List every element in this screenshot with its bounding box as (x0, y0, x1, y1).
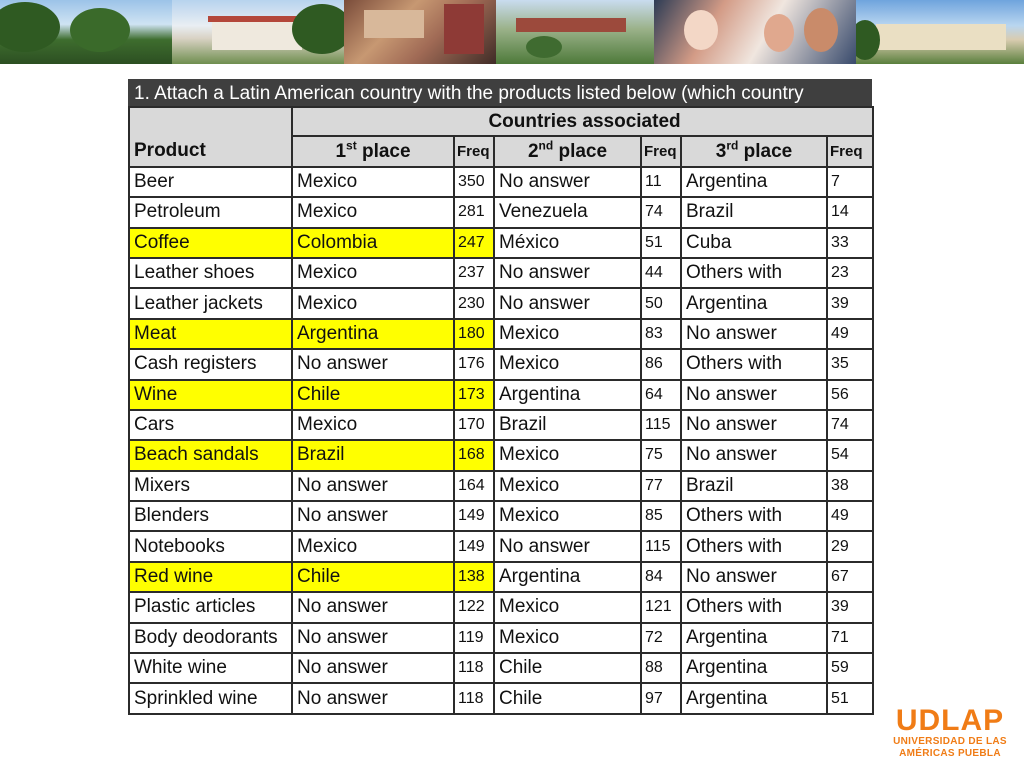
first-place-header: 1st place (292, 136, 454, 166)
product-header: Product (129, 136, 292, 166)
question-title: 1. Attach a Latin American country with the products listed below (which country (128, 79, 872, 106)
product-cell: Sprinkled wine (129, 683, 292, 713)
third-place-cell: Others with (681, 531, 827, 561)
third-freq-cell: 35 (827, 349, 873, 379)
first-freq-cell: 149 (454, 501, 494, 531)
table-row (129, 440, 873, 470)
product-cell: Leather jackets (129, 288, 292, 318)
second-place-cell: Argentina (494, 380, 641, 410)
third-freq-cell: 49 (827, 319, 873, 349)
campus-photo-building (172, 0, 344, 64)
first-place-cell: Mexico (292, 531, 454, 561)
third-place-cell: Others with (681, 349, 827, 379)
second-place-cell: Mexico (494, 623, 641, 653)
header-row-columns (129, 136, 873, 166)
third-freq-cell: 39 (827, 288, 873, 318)
third-place-cell: No answer (681, 440, 827, 470)
second-freq-cell: 77 (641, 471, 681, 501)
third-freq-cell: 23 (827, 258, 873, 288)
second-freq-cell: 50 (641, 288, 681, 318)
first-freq-cell: 122 (454, 592, 494, 622)
second-freq-cell: 115 (641, 410, 681, 440)
table-row (129, 258, 873, 288)
second-place-cell: Mexico (494, 592, 641, 622)
second-place-cell: Brazil (494, 410, 641, 440)
third-freq-cell: 51 (827, 683, 873, 713)
freq-header-1: Freq (454, 136, 494, 166)
logo-line-2: AMÉRICAS PUEBLA (899, 748, 1001, 759)
table-row (129, 683, 873, 713)
second-place-header: 2nd place (494, 136, 641, 166)
product-cell: Mixers (129, 471, 292, 501)
second-place-cell: No answer (494, 288, 641, 318)
second-place-cell: México (494, 228, 641, 258)
first-freq-cell: 281 (454, 197, 494, 227)
classroom-photo (344, 0, 496, 64)
third-place-cell: Others with (681, 258, 827, 288)
second-freq-cell: 72 (641, 623, 681, 653)
product-cell: Petroleum (129, 197, 292, 227)
second-place-cell: Mexico (494, 440, 641, 470)
third-place-cell: No answer (681, 380, 827, 410)
second-place-cell: Argentina (494, 562, 641, 592)
first-freq-cell: 168 (454, 440, 494, 470)
first-freq-cell: 170 (454, 410, 494, 440)
table-row (129, 380, 873, 410)
table-row (129, 349, 873, 379)
table-row (129, 197, 873, 227)
third-place-cell: Argentina (681, 288, 827, 318)
table-row (129, 471, 873, 501)
second-freq-cell: 85 (641, 501, 681, 531)
first-freq-cell: 247 (454, 228, 494, 258)
third-freq-cell: 14 (827, 197, 873, 227)
third-place-header: 3rd place (681, 136, 827, 166)
first-place-cell: No answer (292, 501, 454, 531)
udlap-logo (884, 706, 1016, 760)
first-place-cell: Mexico (292, 167, 454, 197)
third-place-cell: Others with (681, 592, 827, 622)
third-place-cell: Others with (681, 501, 827, 531)
second-place-cell: No answer (494, 531, 641, 561)
countries-associated-header: Countries associated (292, 107, 873, 136)
first-place-cell: No answer (292, 592, 454, 622)
second-place-cell: Chile (494, 653, 641, 683)
third-freq-cell: 74 (827, 410, 873, 440)
first-place-cell: Colombia (292, 228, 454, 258)
table-row (129, 167, 873, 197)
product-cell: Beach sandals (129, 440, 292, 470)
table-row (129, 288, 873, 318)
product-cell: Cars (129, 410, 292, 440)
product-cell: Notebooks (129, 531, 292, 561)
table-row (129, 653, 873, 683)
second-freq-cell: 44 (641, 258, 681, 288)
third-freq-cell: 54 (827, 440, 873, 470)
second-freq-cell: 115 (641, 531, 681, 561)
table-row (129, 228, 873, 258)
second-freq-cell: 64 (641, 380, 681, 410)
first-place-cell: No answer (292, 471, 454, 501)
first-place-cell: Mexico (292, 288, 454, 318)
third-place-cell: No answer (681, 319, 827, 349)
first-freq-cell: 350 (454, 167, 494, 197)
second-place-cell: Mexico (494, 471, 641, 501)
photo-banner (0, 0, 1024, 64)
second-freq-cell: 88 (641, 653, 681, 683)
third-place-cell: Cuba (681, 228, 827, 258)
second-place-cell: Venezuela (494, 197, 641, 227)
first-freq-cell: 138 (454, 562, 494, 592)
table-row (129, 410, 873, 440)
first-place-cell: No answer (292, 349, 454, 379)
first-freq-cell: 237 (454, 258, 494, 288)
table-row (129, 531, 873, 561)
second-place-cell: No answer (494, 167, 641, 197)
first-place-cell: No answer (292, 653, 454, 683)
third-place-cell: Argentina (681, 653, 827, 683)
table-row (129, 592, 873, 622)
second-freq-cell: 51 (641, 228, 681, 258)
first-freq-cell: 176 (454, 349, 494, 379)
first-freq-cell: 118 (454, 653, 494, 683)
first-freq-cell: 180 (454, 319, 494, 349)
campus-photo-trees (0, 0, 172, 64)
second-freq-cell: 97 (641, 683, 681, 713)
first-freq-cell: 164 (454, 471, 494, 501)
header-row-group (129, 107, 873, 136)
table-row (129, 501, 873, 531)
first-place-cell: Mexico (292, 410, 454, 440)
survey-table-container (128, 79, 872, 715)
first-freq-cell: 119 (454, 623, 494, 653)
first-freq-cell: 149 (454, 531, 494, 561)
third-place-cell: Brazil (681, 197, 827, 227)
first-place-cell: Chile (292, 562, 454, 592)
header-blank-cell (129, 107, 292, 136)
table-row (129, 562, 873, 592)
first-place-cell: Argentina (292, 319, 454, 349)
freq-header-2: Freq (641, 136, 681, 166)
logo-line-1: UNIVERSIDAD DE LAS (893, 736, 1007, 747)
second-freq-cell: 74 (641, 197, 681, 227)
first-place-cell: Chile (292, 380, 454, 410)
third-place-cell: No answer (681, 562, 827, 592)
third-freq-cell: 33 (827, 228, 873, 258)
third-freq-cell: 29 (827, 531, 873, 561)
third-freq-cell: 49 (827, 501, 873, 531)
second-freq-cell: 121 (641, 592, 681, 622)
third-place-cell: Brazil (681, 471, 827, 501)
product-cell: Beer (129, 167, 292, 197)
first-place-cell: Brazil (292, 440, 454, 470)
third-place-cell: Argentina (681, 683, 827, 713)
product-cell: Coffee (129, 228, 292, 258)
second-freq-cell: 11 (641, 167, 681, 197)
third-freq-cell: 71 (827, 623, 873, 653)
third-freq-cell: 67 (827, 562, 873, 592)
first-freq-cell: 173 (454, 380, 494, 410)
third-freq-cell: 38 (827, 471, 873, 501)
survey-table (128, 106, 874, 715)
third-place-cell: Argentina (681, 167, 827, 197)
logo-wordmark: UDLAP (895, 704, 1005, 737)
first-place-cell: Mexico (292, 258, 454, 288)
product-cell: Leather shoes (129, 258, 292, 288)
product-cell: Meat (129, 319, 292, 349)
product-cell: Body deodorants (129, 623, 292, 653)
second-place-cell: Mexico (494, 501, 641, 531)
product-cell: White wine (129, 653, 292, 683)
third-place-cell: No answer (681, 410, 827, 440)
second-place-cell: Mexico (494, 349, 641, 379)
table-row (129, 623, 873, 653)
campus-photo-lawn (496, 0, 654, 64)
product-cell: Red wine (129, 562, 292, 592)
product-cell: Plastic articles (129, 592, 292, 622)
freq-header-3: Freq (827, 136, 873, 166)
third-freq-cell: 56 (827, 380, 873, 410)
second-freq-cell: 86 (641, 349, 681, 379)
table-row (129, 319, 873, 349)
first-freq-cell: 230 (454, 288, 494, 318)
second-place-cell: No answer (494, 258, 641, 288)
first-place-cell: No answer (292, 683, 454, 713)
third-freq-cell: 59 (827, 653, 873, 683)
first-place-cell: Mexico (292, 197, 454, 227)
third-place-cell: Argentina (681, 623, 827, 653)
second-place-cell: Mexico (494, 319, 641, 349)
second-place-cell: Chile (494, 683, 641, 713)
product-cell: Cash registers (129, 349, 292, 379)
third-freq-cell: 39 (827, 592, 873, 622)
campus-photo-facade (856, 0, 1024, 64)
second-freq-cell: 84 (641, 562, 681, 592)
product-cell: Wine (129, 380, 292, 410)
third-freq-cell: 7 (827, 167, 873, 197)
product-cell: Blenders (129, 501, 292, 531)
table-body (129, 167, 873, 714)
second-freq-cell: 83 (641, 319, 681, 349)
first-freq-cell: 118 (454, 683, 494, 713)
first-place-cell: No answer (292, 623, 454, 653)
second-freq-cell: 75 (641, 440, 681, 470)
students-photo (654, 0, 856, 64)
